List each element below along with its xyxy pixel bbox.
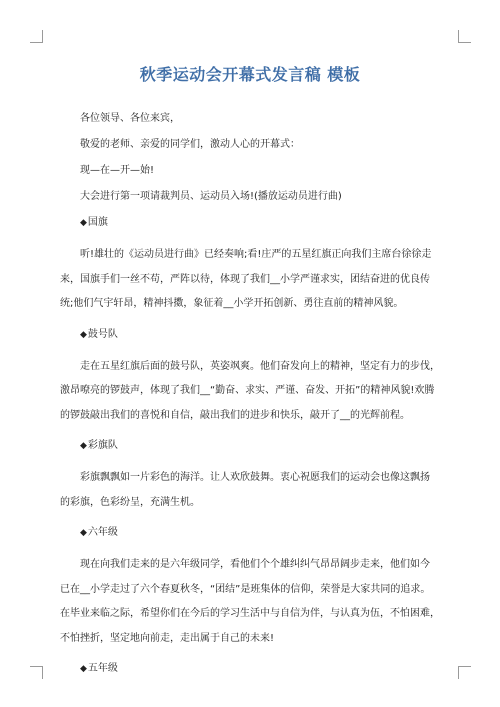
section-heading-text: 五年级 xyxy=(87,663,118,674)
section-heading-text: 彩旗队 xyxy=(87,440,118,451)
paragraph-line: 彩旗飘飘如一片彩色的海洋。让人欢欣鼓舞。衷心祝愿我们的运动会也像这飘扬 xyxy=(80,472,430,483)
section-paragraph xyxy=(60,355,446,429)
paragraph-line: 统;他们气宇轩昂，精神抖擞，象征着__小学开拓创新、勇往直前的精神风貌。 xyxy=(60,298,404,309)
section-heading xyxy=(60,328,446,342)
paragraph-line: 激昂嘹亮的锣鼓声，体现了我们__“勤奋、求实、严谨、奋发、开拓”的精神风貌!欢腾 xyxy=(60,385,435,396)
paragraph-line: 听!雄壮的《运动员进行曲》已经奏响;看!庄严的五星红旗正向我们主席台徐徐走 xyxy=(80,249,432,260)
diamond-bullet-icon: ◆ xyxy=(80,528,87,538)
crop-mark-top-left xyxy=(30,30,43,43)
section-heading xyxy=(60,526,446,540)
section-color-flags xyxy=(60,439,446,515)
section-grade-five xyxy=(60,662,446,676)
opening-line: 敬爱的老师、亲爱的同学们，激动人心的开幕式： xyxy=(80,139,300,150)
greeting-line: 各位领导、各位来宾， xyxy=(80,113,180,124)
section-drum-band xyxy=(60,328,446,429)
crop-mark-bottom-right xyxy=(458,666,471,679)
document-title: 秋季运动会开幕式发言稿 模板 xyxy=(139,65,361,84)
section-heading xyxy=(60,216,446,230)
diamond-bullet-icon: ◆ xyxy=(80,664,87,674)
start-call-line: 现—在—开—始! xyxy=(80,165,155,176)
document-body xyxy=(60,112,446,689)
paragraph-line: 走在五星红旗后面的鼓号队，英姿飒爽。他们奋发向上的精神，坚定有力的步伐， xyxy=(80,360,440,372)
section-paragraph xyxy=(60,243,446,317)
entrance-line: 大会进行第一项请裁判员、运动员入场!(播放运动员进行曲) xyxy=(80,191,342,202)
section-heading-text: 国旗 xyxy=(87,217,108,228)
diamond-bullet-icon: ◆ xyxy=(80,441,87,451)
section-paragraph xyxy=(60,553,446,651)
paragraph-line: 不怕挫折，坚定地向前走，走出属于自己的未来! xyxy=(60,632,275,644)
crop-mark-top-right xyxy=(458,30,471,43)
section-heading-text: 鼓号队 xyxy=(87,328,118,340)
paragraph-line: 来，国旗手们一丝不苟，严阵以待，体现了我们__小学严谨求实，团结奋进的优良传 xyxy=(60,273,430,285)
section-flag xyxy=(60,216,446,317)
paragraph-line: 现在向我们走来的是六年级同学，看他们个个雄纠纠气昂昂阔步走来，他们如今 xyxy=(80,559,430,570)
section-heading xyxy=(60,439,446,453)
paragraph-line: 已在__小学走过了六个春夏秋冬，“团结”是班集体的信仰，荣誉是大家共同的追求。 xyxy=(60,583,431,595)
paragraph-line: 的锣鼓敲出我们的喜悦和自信，敲出我们的进步和快乐，敲开了__的光辉前程。 xyxy=(60,409,410,421)
crop-mark-bottom-left xyxy=(30,666,43,679)
section-grade-six xyxy=(60,526,446,651)
paragraph-line: 在毕业来临之际，希望你们在今后的学习生活中与自信为伴，与认真为伍，不怕困难， xyxy=(60,608,440,619)
section-heading-text: 六年级 xyxy=(87,527,118,538)
section-paragraph xyxy=(60,466,446,515)
section-heading xyxy=(60,662,446,676)
diamond-bullet-icon: ◆ xyxy=(80,218,87,228)
diamond-bullet-icon: ◆ xyxy=(80,329,87,340)
paragraph-line: 的彩旗，色彩纷呈，充满生机。 xyxy=(60,496,200,508)
